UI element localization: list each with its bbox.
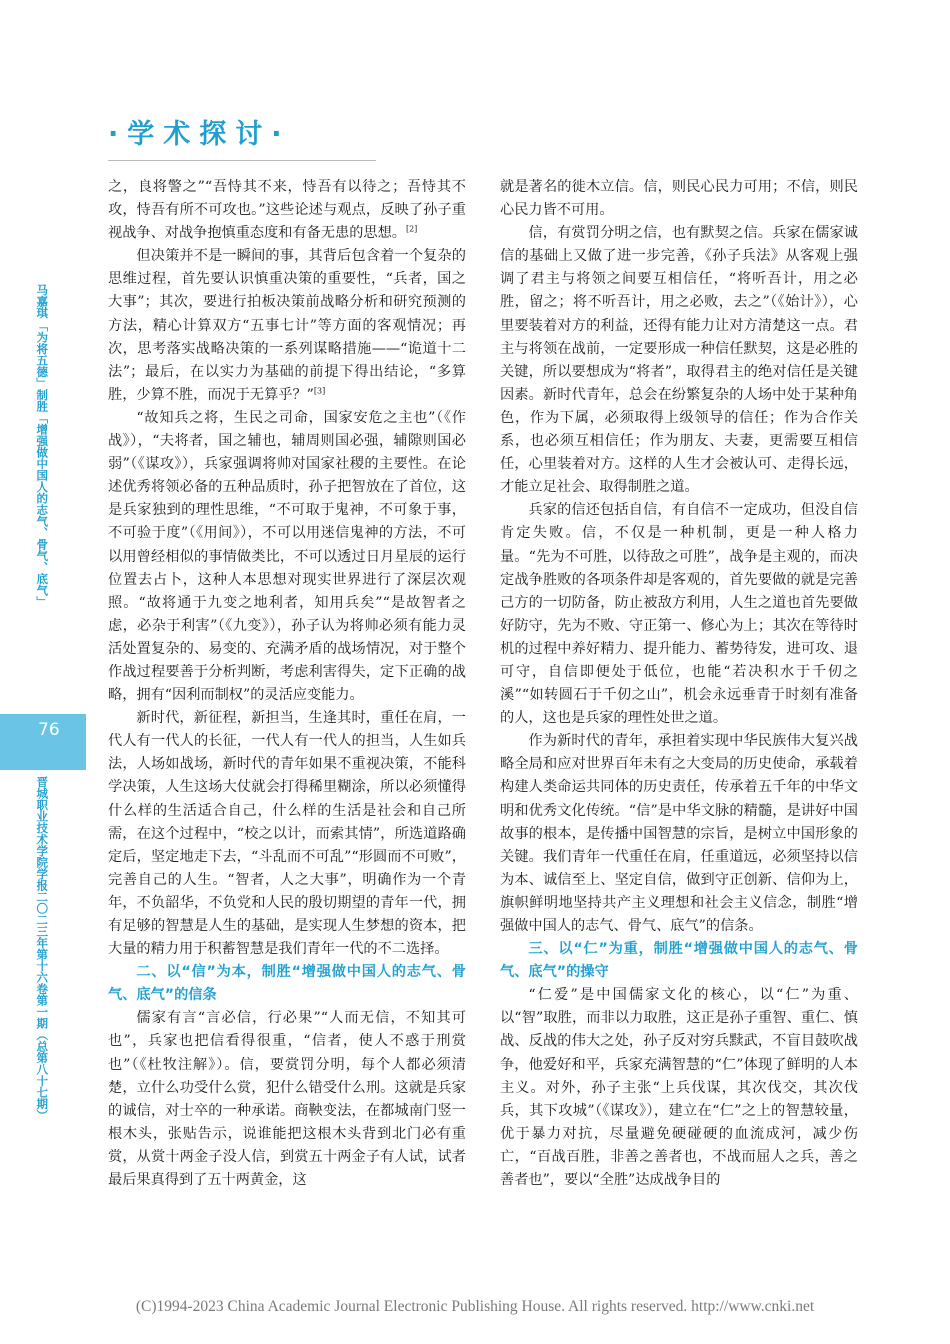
left-column xyxy=(108,176,466,1192)
paragraph: 作为新时代的青年，承担着实现中华民族伟大复兴战略全局和应对世界百年未有之大变局的历史使命，承载着构建人类命运共同体的历史责任，传承着五千年的中华文明和优秀文化传统。“信”是中华文脉的精髓，是讲好中国故事的根本，是传播中国智慧的宗旨，是树立中国形象的关键。我们青年一代重任在肩，任重道远，必须坚持以信为本、诚信至上、坚定自信，做到守正创新、信仰为上，旗帜鲜明地坚持共产主义理想和社会主义信念，制胜“增强做中国人的志气、骨气、底气”的信条。 xyxy=(500,733,858,934)
paragraph: 但决策并不是一瞬间的事，其背后包含着一个复杂的思维过程，首先要认识慎重决策的重要性，“兵者，国之大事”；其次，要进行拍板决策前战略分析和研究预测的方法，精心计算双方“五事七计”等方面的客观情况；再次，思考落实战略决策的一系列谋略措施——“诡道十二法”；最后，在以实力为基础的前提下得出结论，“多算胜，少算不胜，而况于无算乎？”[3] xyxy=(108,248,466,403)
page-number-box xyxy=(0,714,86,770)
author-name: 马嘉琪 xyxy=(35,284,50,319)
paragraph: 兵家的信还包括自信，有自信不一定成功，但没自信肯定失败。信，不仅是一种机制，更是一种人格力量。“先为不可胜，以待敌之可胜”，战争是主观的，而决定战争胜败的各项条件却是客观的，首先要做的就是完善己方的一切防备，防止被敌方利用，人生之道也首先要做好防守，先为不败、守正第一、修心为上；其次在等待时机的过程中养好精力、提升能力、蓄势待发，进可攻、退可守，自信即便处于低位，也能“若决积水于千仞之溪”“如转圆石于千仞之山”，机会永远垂青于时刻有准备的人，这也是兵家的理性处世之道。 xyxy=(500,502,858,727)
paragraph: 儒家有言“言必信，行必果”“人而无信，不知其可也”，兵家也把信看得很重，“信者，使人不惑于刑赏也”（《杜牧注解》）。信，要赏罚分明，每个人都必须清楚，立什么功受什么赏，犯什么错受什么刑。这就是兵家的诚信，对士卒的一种承诺。商鞅变法，在都城南门竖一根木头，张贴告示，说谁能把这根木头背到北门必有重赏，从赏十两金子没人信，到赏五十两金子有人试，试者最后果真得到了五十两黄金，这 xyxy=(108,1010,466,1189)
paragraph: “仁爱”是中国儒家文化的核心，以“仁”为重、以“智”取胜，而非以力取胜，这正是孙子重智、重仁、慎战、反战的伟大之处，孙子反对穷兵黩武，不盲目鼓吹战争，他爱好和平，兵家充满智慧的“仁”体现了鲜明的人本主义。对外，孙子主张“上兵伐谋，其次伐交，其次伐兵，其下攻城”（《谋攻》），建立在“仁”之上的智慧较量，优于暴力对抗，尽量避免硬碰硬的血流成河，减少伤亡，“百战百胜，非善之善者也，不战而屈人之兵，善之善者也”，要以“全胜”达成战争目的 xyxy=(500,987,858,1189)
sidebar-article-title xyxy=(34,320,50,610)
right-column xyxy=(500,176,858,1192)
paragraph: 就是著名的徙木立信。信，则民心民力可用；不信，则民心民力皆不可用。 xyxy=(500,179,858,219)
citation-ref[interactable]: [2] xyxy=(405,224,418,234)
paragraph: 之，良将警之”“吾恃其不来，恃吾有以待之；吾恃其不攻，恃吾有所不可攻也。”这些论述与观点，反映了孙子重视战争、对战争抱慎重态度和有备无患的思想。[2] xyxy=(108,179,466,242)
page-number: 76 xyxy=(38,720,60,740)
journal-info: 晋城职业技术学院学报二〇二三年第十六卷第一期（总第八十七期） xyxy=(35,776,50,1121)
section-heading-2: 二、以“信”为本，制胜“增强做中国人的志气、骨气、底气”的信条 xyxy=(108,964,466,1004)
section-heading-3: 三、以“仁”为重，制胜“增强做中国人的志气、骨气、底气”的操守 xyxy=(500,941,858,981)
paragraph: “故知兵之将，生民之司命，国家安危之主也”（《作战》），“夫将者，国之辅也，辅周则国必强，辅隙则国必弱”（《谋攻》），兵家强调将帅对国家社稷的主要性。在论述优秀将领必备的五种品质时，孙子把智放在了首位，这是兵家独到的理性思维，“不可取于鬼神，不可象于事，不可验于度”（《用间》），不可以用迷信鬼神的方法，不可以用曾经相似的事情做类比，不可以透过日月星辰的运行位置去占卜，这种人本思想对现实世界进行了深层次观照。“故将通于九变之地利者，知用兵矣”“是故智者之虑，必杂于利害”（《九变》），孙子认为将帅必须有能力灵活处置复杂的、易变的、充满矛盾的战场情况，对于整个作战过程要善于分析判断，考虑利害得失，定下正确的战略，拥有“因利而制权”的灵活应变能力。 xyxy=(108,409,466,704)
paragraph: 信，有赏罚分明之信，也有默契之信。兵家在儒家诚信的基础上又做了进一步完善，《孙子兵法》从客观上强调了君主与将领之间要互相信任，“将听吾计，用之必胜，留之；将不听吾计，用之必败，去之”（《始计》），心里要装着对方的利益，还得有能力让对方清楚这一点。君主与将领在战前，一定要形成一种信任默契，这是必胜的关键，所以要想成为“将者”，取得君主的绝对信任是关键因素。新时代青年，总会在纷繁复杂的人场中处于某种角色，作为下属，必须取得上级领导的信任；作为合作关系，也必须互相信任；作为朋友、夫妻，更需要互相信任，心里装着对方。这样的人生才会被认可、走得长远，才能立足社会、取得制胜之道。 xyxy=(500,225,858,496)
paragraph: 新时代，新征程，新担当，生逢其时，重任在肩，一代人有一代人的长征，一代人有一代人的担当，人生如兵法，人场如战场，新时代的青年如果不重视决策，不能科学决策，人生这场大仗就会打得稀里糊涂，所以必须懂得什么样的生活适合自己，什么样的生活是社会和自己所需，在这个过程中，“校之以计，而索其情”，所选道路确定后，坚定地走下去，“斗乱而不可乱”“形圆而不可败”，完善自己的人生。“智者，人之大事”，明确作为一个青年，不负韶华，不负党和人民的殷切期望的青年一代，拥有足够的智慧是人生的基础，是实现人生梦想的资本，把大量的精力用于积蓄智慧是我们青年一代的不二选择。 xyxy=(108,710,466,958)
copyright-footer: (C)1994-2023 China Academic Journal Electronic Publishing House. All rights reserved. http://www.cnki.net xyxy=(135,1298,815,1315)
running-title: 「为将五德」制胜「增强做中国人的志气、骨气、底气」 xyxy=(35,320,50,608)
sidebar-journal xyxy=(34,776,50,1124)
sidebar-author xyxy=(34,284,50,321)
header-divider xyxy=(108,160,376,161)
citation-ref[interactable]: [3] xyxy=(313,386,326,396)
section-title: ·学术探讨· xyxy=(108,119,291,150)
